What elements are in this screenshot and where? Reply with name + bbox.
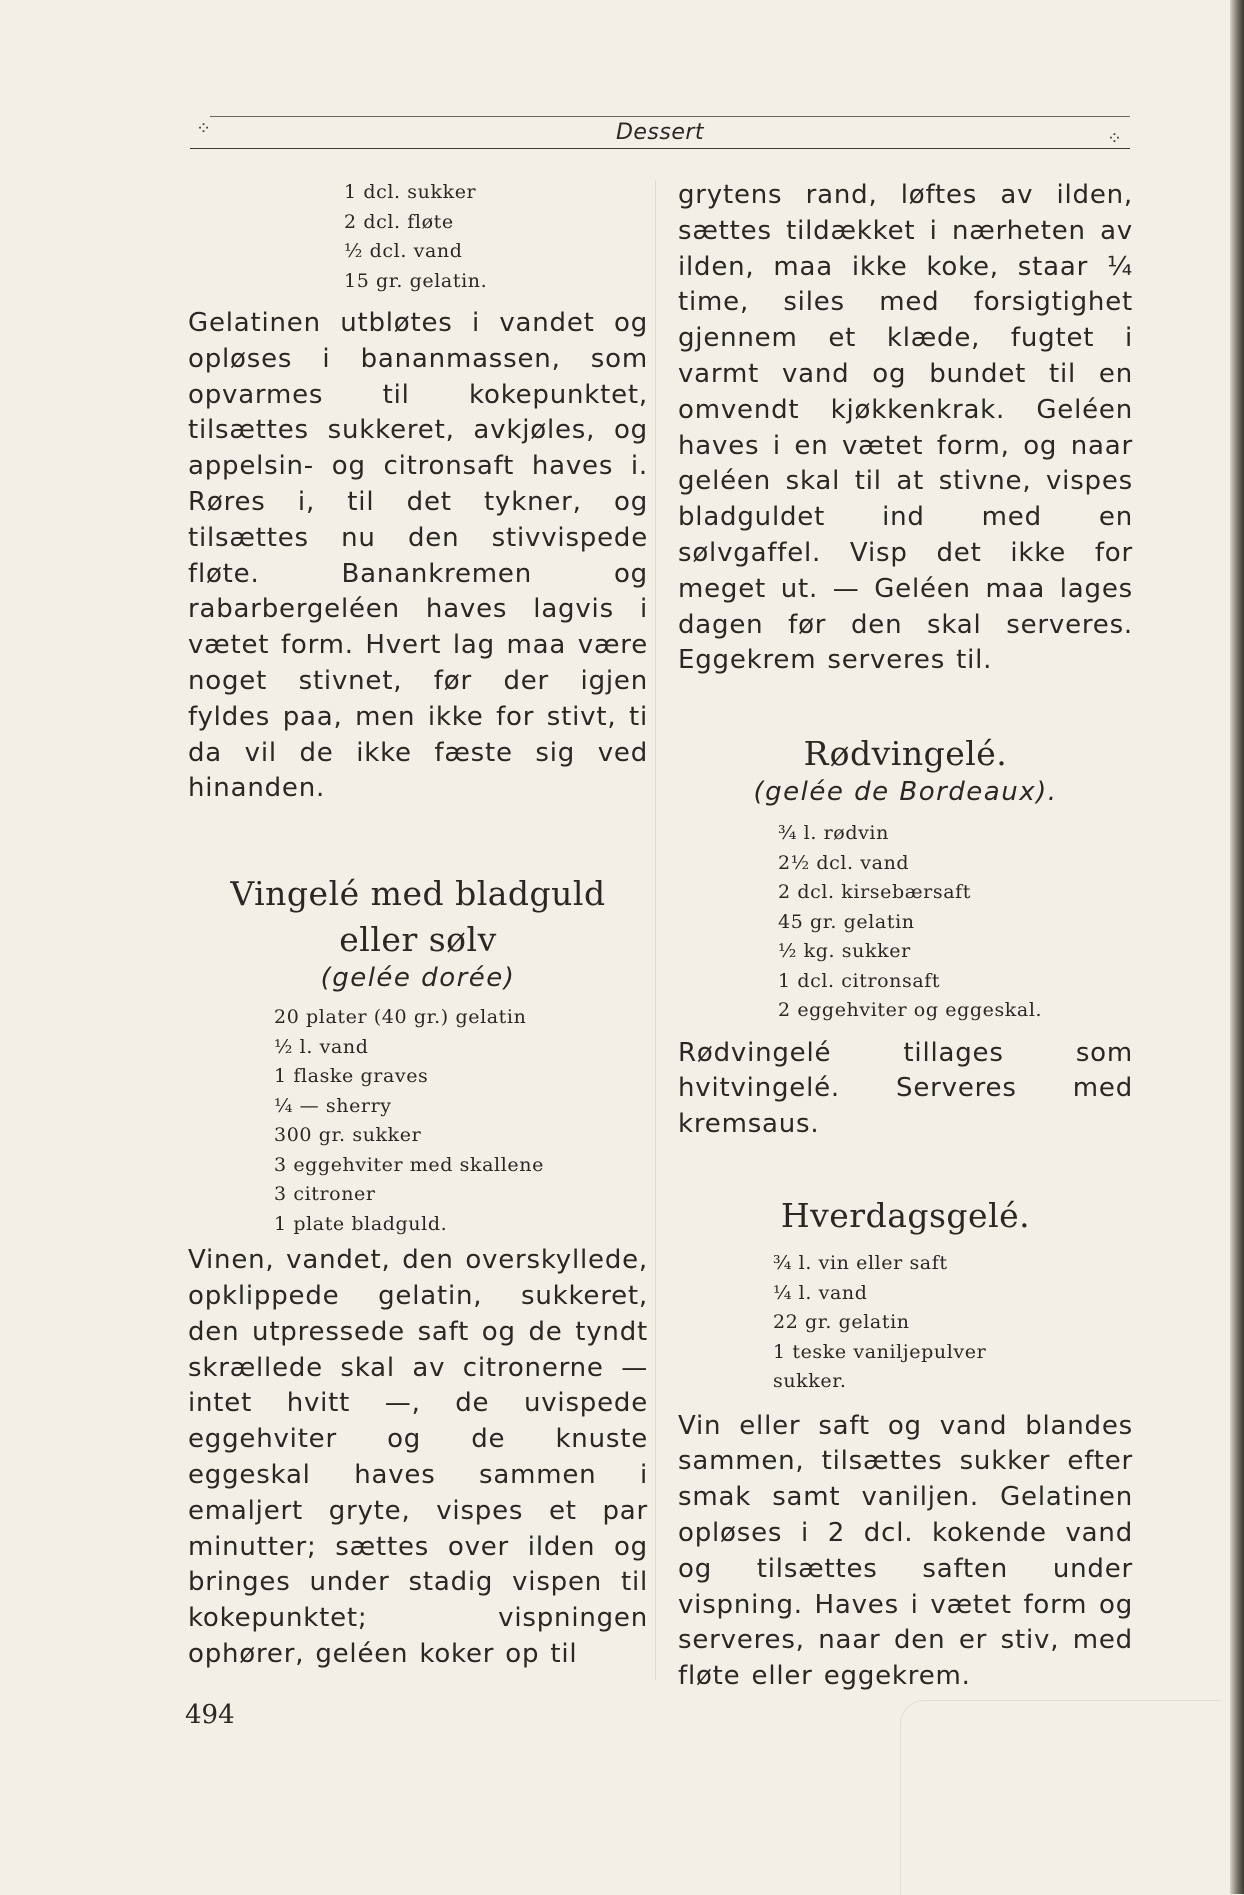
paragraph-vingele-continued: grytens rand, løftes av ilden, sættes tildækket i nærheten av ilden, maa ikke koke, staar ¼ time, siles med forsigtighet gjennem et klæde, fugtet i varmt vand og bundet til en omvendt kjøkkenkrak. Geléen haves i en vætet form, og naar geléen skal til at stivne, vispes bladguldet ind med en sølvgaffel. Visp det ikke for meget ut. — Geléen maa lages dagen før den skal serveres. Eggekrem serveres til. bbox=[678, 180, 1133, 676]
ingredient-list-hverdagsgele bbox=[773, 1249, 1133, 1397]
header-rule-bottom bbox=[190, 148, 1130, 149]
right-column bbox=[678, 178, 1133, 1695]
ingredient-item: 300 gr. sukker bbox=[274, 1124, 422, 1147]
running-title: Dessert bbox=[615, 120, 705, 145]
ornament-right-icon: ⁘ bbox=[1106, 128, 1122, 149]
paragraph-banankrem: Gelatinen utbløtes i vandet og opløses i bananmassen, som opvarmes til kokepunktet, tilsættes sukkeret, avkjøles, og appelsin- og citronsaft haves i. Røres i, til det tykner, og tilsættes nu den stivvispede fløte. Banankremen og rabarbergeléen haves lagvis i vætet form. Hvert lag maa være noget stivnet, før der igjen fyldes paa, men ikke for stivt, ti da vil de ikke fæste sig ved hinanden. bbox=[188, 308, 648, 804]
running-header bbox=[190, 112, 1130, 152]
column-divider bbox=[655, 180, 656, 1680]
ingredient-item: 3 eggehviter med skallene bbox=[274, 1153, 544, 1176]
paragraph-vingele: Vinen, vandet, den overskyllede, opklippede gelatin, sukkeret, den utpressede saft og de tyndt skrællede skal av citronerne — intet hvitt —, de uvispede eggehviter og de knuste eggeskal haves sammen i emaljert gryte, vispes et par minutter; sættes over ilden og bringes under stadig vispen til kokepunktet; vispningen ophører, geléen koker op til bbox=[188, 1245, 648, 1669]
ingredient-item: ¼ — sherry bbox=[274, 1094, 392, 1117]
ingredient-item: 3 citroner bbox=[274, 1183, 376, 1206]
ingredient-item: 1 dcl. sukker bbox=[344, 181, 477, 203]
ingredient-item: ½ l. vand bbox=[274, 1035, 369, 1058]
ingredient-item: 45 gr. gelatin bbox=[778, 910, 915, 933]
ingredient-item: ¼ l. vand bbox=[773, 1281, 868, 1304]
recipe-title-hverdagsgele: Hverdagsgelé. bbox=[780, 1196, 1031, 1236]
recipe-title-rodvingele: Rødvingelé. bbox=[803, 734, 1008, 774]
ingredient-item: ½ dcl. vand bbox=[344, 240, 463, 262]
ingredient-item: 22 gr. gelatin bbox=[773, 1311, 910, 1334]
ingredient-item: 2 dcl. kirsebærsaft bbox=[778, 881, 972, 904]
page-edge bbox=[1230, 0, 1244, 1894]
ingredient-list-rodvingele bbox=[778, 819, 1133, 1026]
ingredient-item: 15 gr. gelatin. bbox=[344, 269, 488, 292]
paragraph-rodvingele: Rødvingelé tillages som hvitvingelé. Serveres med kremsaus. bbox=[678, 1037, 1133, 1140]
recipe-subtitle-vingele: (gelée dorée) bbox=[320, 963, 516, 994]
ingredient-item: 2 dcl. fløte bbox=[344, 210, 454, 233]
ingredient-list-top bbox=[344, 178, 648, 296]
ingredient-item: 1 dcl. citronsaft bbox=[778, 969, 941, 992]
header-rule-top bbox=[210, 116, 1130, 117]
left-column bbox=[188, 178, 648, 1673]
ingredient-item: ½ kg. sukker bbox=[778, 940, 911, 963]
ingredient-item: ¾ l. rødvin bbox=[778, 822, 889, 845]
ingredient-item: ¾ l. vin eller saft bbox=[773, 1252, 948, 1275]
page-number: 494 bbox=[185, 1700, 235, 1730]
ingredient-list-vingele bbox=[274, 1003, 648, 1239]
recipe-title-vingele: Vingelé med bladguld eller sølv bbox=[230, 874, 606, 960]
page-shadow bbox=[900, 1700, 1221, 1895]
ingredient-item: 20 plater (40 gr.) gelatin bbox=[274, 1006, 527, 1029]
recipe-subtitle-rodvingele: (gelée de Bordeaux). bbox=[753, 777, 1058, 808]
ingredient-item: 1 plate bladguld. bbox=[274, 1212, 448, 1235]
ingredient-item: 1 teske vaniljepulver bbox=[773, 1340, 987, 1363]
ornament-left-icon: ⁘ bbox=[196, 118, 212, 139]
ingredient-item: 2 eggehviter og eggeskal. bbox=[778, 999, 1043, 1022]
ingredient-item: 1 flaske graves bbox=[274, 1065, 429, 1088]
ingredient-item: 2½ dcl. vand bbox=[778, 851, 910, 874]
ingredient-item: sukker. bbox=[773, 1370, 847, 1393]
paragraph-hverdagsgele: Vin eller saft og vand blandes sammen, tilsættes sukker efter smak samt vaniljen. Gelatinen opløses i 2 dcl. kokende vand og tilsættes saften under vispning. Haves i vætet form og serveres, naar den er stiv, med fløte eller eggekrem. bbox=[678, 1410, 1133, 1692]
